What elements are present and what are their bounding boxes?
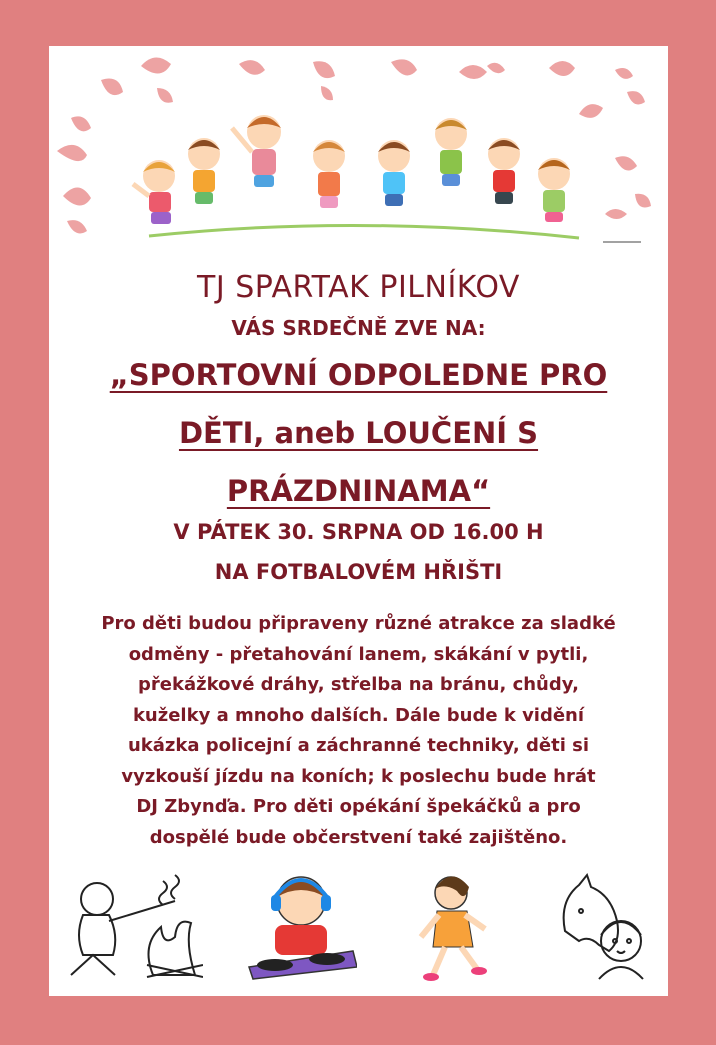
event-description bbox=[63, 609, 654, 853]
description-line: Pro děti budou připraveny různé atrakce za sladké bbox=[101, 613, 616, 634]
dj-illustration bbox=[245, 871, 357, 981]
event-date-time: V PÁTEK 30. SRPNA OD 16.00 H bbox=[173, 520, 544, 544]
description-line: kuželky a mnoho dalších. Dále bude k vidění bbox=[132, 704, 585, 726]
event-location: NA FOTBALOVÉM HŘIŠTI bbox=[214, 560, 503, 584]
event-title bbox=[49, 346, 668, 520]
description-line: dospělé bude občerstvení také zajištěno. bbox=[149, 826, 568, 848]
boy-with-horse-illustration bbox=[555, 871, 659, 983]
event-title-line: DĚTI, aneb LOUČENÍ S bbox=[178, 416, 539, 450]
description-line: vyzkouší jízdu na koních; k poslechu bude hrát bbox=[121, 765, 596, 787]
event-title-line: PRÁZDNINAMA“ bbox=[226, 474, 491, 508]
event-title-line: „SPORTOVNÍ ODPOLEDNE PRO bbox=[109, 358, 608, 392]
invitation-text: VÁS SRDEČNĚ ZVE NA: bbox=[231, 316, 486, 340]
campfire-sausage-illustration bbox=[63, 871, 203, 983]
description-line: ukázka policejní a záchranné techniky, děti si bbox=[127, 735, 590, 756]
poster bbox=[49, 46, 668, 996]
organizer-name: TJ SPARTAK PILNÍKOV bbox=[197, 270, 520, 305]
children-jumping-illustration bbox=[49, 46, 668, 251]
description-line: odměny - přetahování lanem, skákání v pytli, bbox=[128, 643, 589, 665]
running-girl-illustration bbox=[411, 871, 497, 983]
description-line: překážkové dráhy, střelba na bránu, chůdy, bbox=[138, 674, 579, 695]
description-line: DJ Zbynďa. Pro děti opékání špekáčků a pro bbox=[136, 796, 581, 817]
